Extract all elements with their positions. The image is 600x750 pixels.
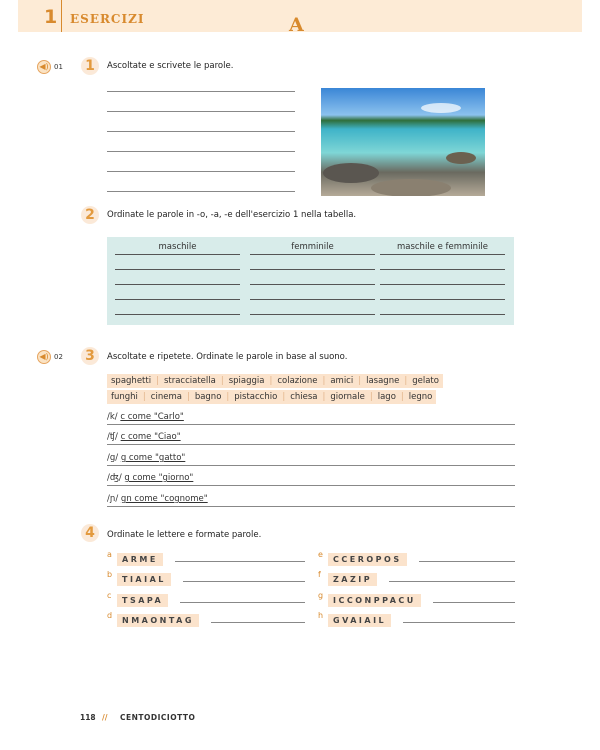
scrambled-word: NMAONTAG: [117, 614, 199, 627]
write-line[interactable]: [107, 111, 295, 112]
word-bank-item: spiaggia: [228, 376, 265, 386]
item-letter: f: [318, 570, 321, 579]
word-bank-item: stracciatella: [163, 376, 216, 386]
column-maschile-e-femminile: [380, 241, 505, 315]
scrambled-word: ICCONPPACU: [328, 594, 421, 607]
gender-table: [107, 237, 514, 325]
column-header: maschile: [115, 241, 240, 255]
word-bank-item: giornale: [330, 392, 365, 402]
word-separator: |: [358, 376, 362, 386]
audio-icon[interactable]: ◀): [37, 60, 51, 74]
track-number: 02: [54, 353, 63, 361]
word-separator: |: [282, 392, 286, 402]
exercise-instruction: Ordinate le parole in -o, -a, -e dell'esercizio 1 nella tabella.: [107, 210, 357, 220]
answer-line[interactable]: [403, 622, 515, 623]
word-bank-item: lago: [377, 392, 396, 402]
page-number: 118: [80, 713, 96, 722]
answer-line[interactable]: [433, 602, 515, 603]
word-separator: |: [269, 376, 273, 386]
table-line[interactable]: [250, 285, 375, 300]
word-bank-item: colazione: [277, 376, 318, 386]
item-letter: a: [107, 550, 112, 559]
word-bank-item: pistacchio: [234, 392, 278, 402]
sound-example: gn come "cognome": [120, 494, 208, 504]
scrambled-word: ARME: [117, 553, 163, 566]
item-letter: g: [318, 591, 324, 600]
exercise-instruction: Ascoltate e scrivete le parole.: [107, 61, 234, 71]
exercise-instruction: Ascoltate e ripetete. Ordinate le parole in base al suono.: [107, 352, 348, 362]
section-letter: A: [289, 14, 304, 36]
word-bank-item: lasagne: [366, 376, 400, 386]
item-letter: e: [318, 550, 323, 559]
sound-line[interactable]: [107, 453, 515, 466]
word-separator: |: [369, 392, 373, 402]
table-line[interactable]: [115, 285, 240, 300]
write-line[interactable]: [107, 191, 295, 192]
scrambled-word: CCEROPOS: [328, 553, 407, 566]
word-bank-item: legno: [408, 392, 433, 402]
word-separator: |: [400, 392, 404, 402]
word-bank-item: chiesa: [290, 392, 318, 402]
answer-line[interactable]: [175, 561, 305, 562]
scrambled-word: TSAPA: [117, 594, 168, 607]
word-separator: |: [322, 376, 326, 386]
column-maschile: [115, 241, 240, 315]
scrambled-word: TIAIAL: [117, 573, 171, 586]
header-divider: [61, 0, 62, 32]
word-bank-item: cinema: [150, 392, 182, 402]
word-bank-row-1: [107, 374, 443, 388]
word-separator: |: [186, 392, 190, 402]
answer-line[interactable]: [183, 581, 305, 582]
word-bank-item: bagno: [194, 392, 222, 402]
sound-symbol: /ɲ/: [107, 494, 119, 504]
page-number-words: CENTODICIOTTO: [120, 713, 196, 722]
table-line[interactable]: [250, 255, 375, 270]
exercise-number: 3: [81, 347, 99, 365]
write-line[interactable]: [107, 151, 295, 152]
word-separator: |: [404, 376, 408, 386]
word-separator: |: [156, 376, 159, 386]
word-bank-item: amici: [330, 376, 354, 386]
table-line[interactable]: [115, 300, 240, 315]
table-line[interactable]: [380, 270, 505, 285]
write-line[interactable]: [107, 171, 295, 172]
sound-example: c come "Carlo": [120, 412, 184, 422]
header-title: ESERCIZI: [70, 12, 145, 26]
sound-line[interactable]: [107, 432, 515, 445]
word-separator: |: [322, 392, 326, 402]
table-line[interactable]: [380, 285, 505, 300]
word-bank-item: funghi: [111, 392, 138, 402]
exercise-number: 1: [81, 57, 99, 75]
audio-icon[interactable]: ◀): [37, 350, 51, 364]
sound-line[interactable]: [107, 473, 515, 486]
sound-example: g come "gatto": [120, 453, 186, 463]
word-separator: |: [226, 392, 230, 402]
item-letter: d: [107, 611, 113, 620]
column-header: femminile: [250, 241, 375, 255]
answer-line[interactable]: [211, 622, 305, 623]
sound-symbol: /ʧ/: [107, 432, 118, 442]
answer-line[interactable]: [180, 602, 305, 603]
sound-line[interactable]: [107, 412, 515, 425]
sound-symbol: /g/: [107, 453, 119, 463]
sound-example: c come "Ciao": [120, 432, 181, 442]
item-letter: c: [107, 591, 112, 600]
scrambled-word: ZAZIP: [328, 573, 377, 586]
table-line[interactable]: [380, 300, 505, 315]
word-bank-item: gelato: [412, 376, 439, 386]
word-bank-row-2: [107, 390, 436, 404]
footer-separator: //: [102, 713, 108, 722]
write-line[interactable]: [107, 131, 295, 132]
column-femminile: [250, 241, 375, 315]
unit-number: 1: [44, 6, 58, 28]
answer-line[interactable]: [419, 561, 515, 562]
table-line[interactable]: [380, 255, 505, 270]
word-separator: |: [142, 392, 146, 402]
sound-symbol: /ʤ/: [107, 473, 122, 483]
table-line[interactable]: [115, 255, 240, 270]
answer-line[interactable]: [389, 581, 515, 582]
write-line[interactable]: [107, 91, 295, 92]
beach-photo: [321, 88, 485, 196]
exercise-number: 4: [81, 524, 99, 542]
track-number: 01: [54, 63, 63, 71]
word-bank-item: spaghetti: [111, 376, 152, 386]
sound-symbol: /k/: [107, 412, 118, 422]
exercise-instruction: Ordinate le lettere e formate parole.: [107, 530, 262, 540]
table-line[interactable]: [250, 300, 375, 315]
scrambled-word: GVAIAIL: [328, 614, 391, 627]
item-letter: h: [318, 611, 324, 620]
sound-example: g come "giorno": [124, 473, 194, 483]
table-line[interactable]: [115, 270, 240, 285]
sound-line[interactable]: [107, 494, 515, 507]
item-letter: b: [107, 570, 113, 579]
exercise-number: 2: [81, 206, 99, 224]
word-separator: |: [220, 376, 224, 386]
column-header: maschile e femminile: [380, 241, 505, 255]
table-line[interactable]: [250, 270, 375, 285]
